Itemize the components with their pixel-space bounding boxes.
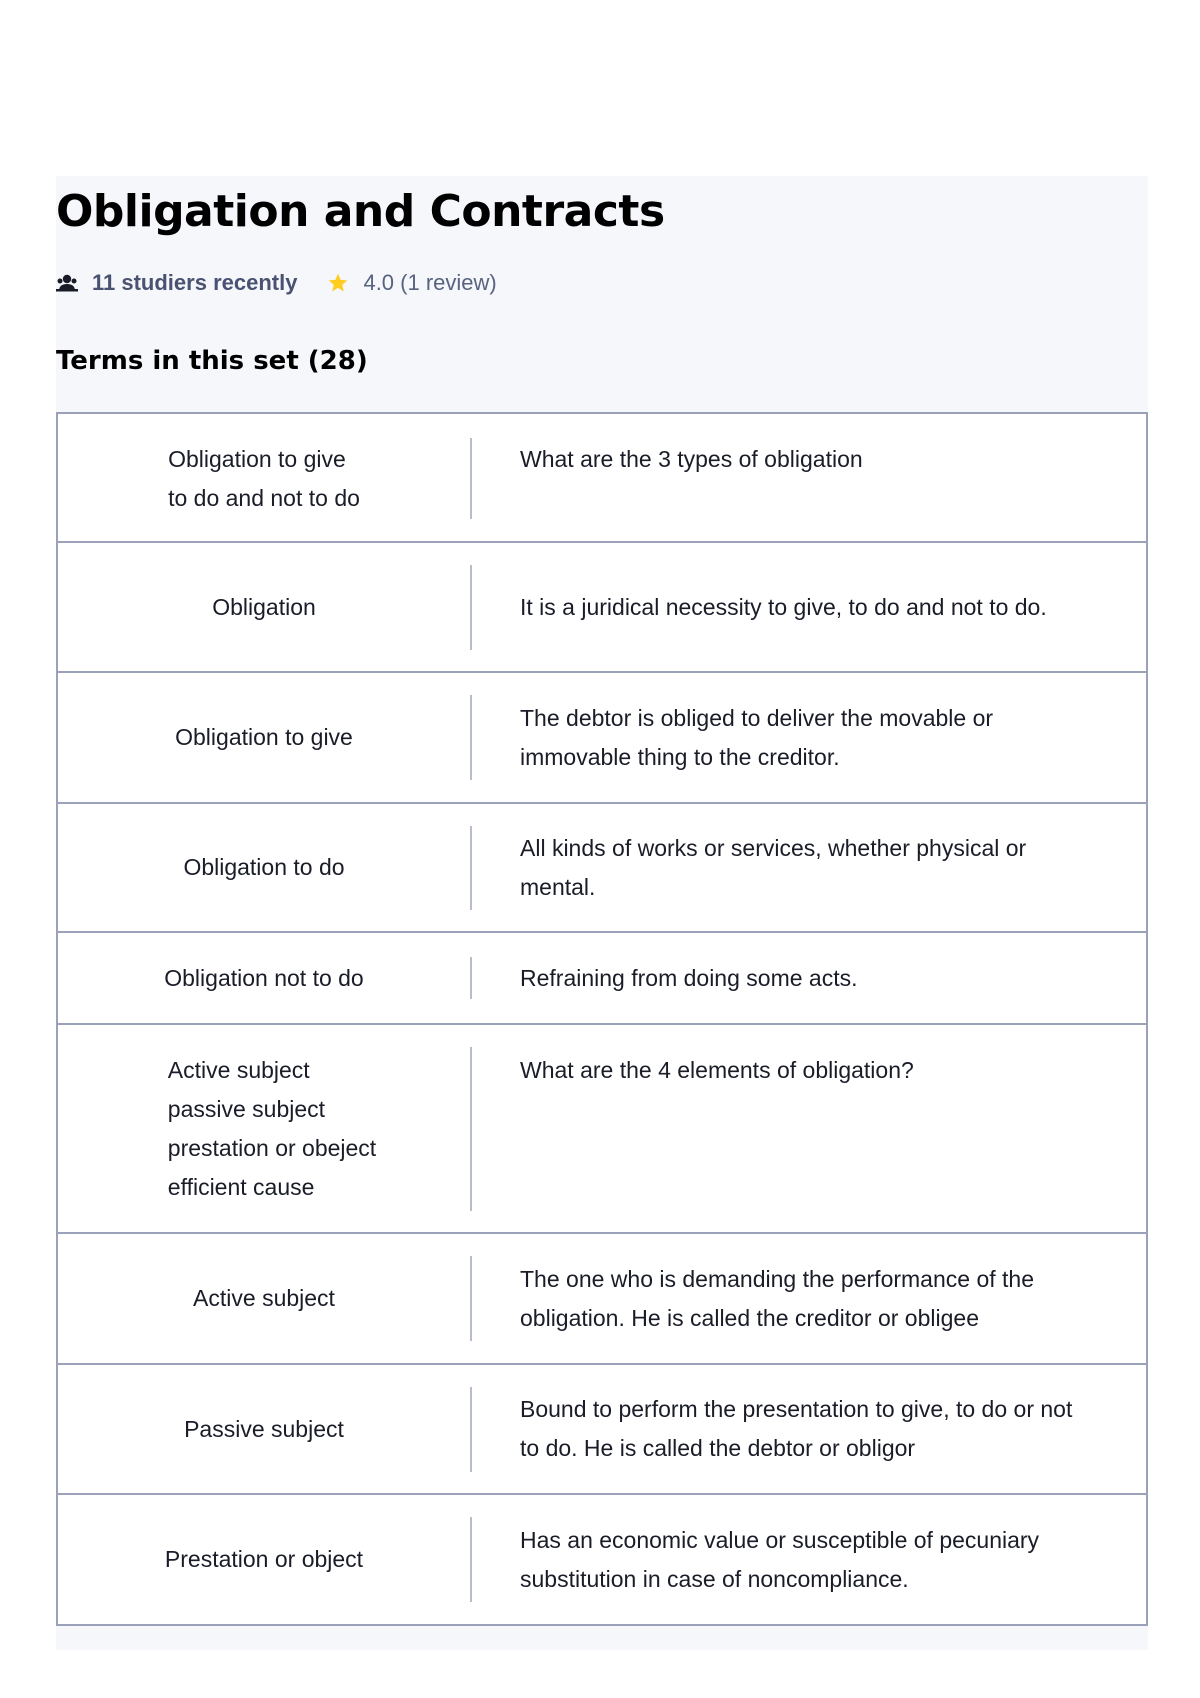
term-text: Passive subject <box>184 1415 344 1442</box>
term-cell <box>58 933 470 1023</box>
term-card <box>56 671 1148 804</box>
term-cell <box>58 673 470 802</box>
definition-text: Has an economic value or susceptible of pecuniary substitution in case of noncompliance. <box>520 1526 1040 1592</box>
term-text: Active subject passive subject prestation or obeject efficient cause <box>167 1056 377 1200</box>
term-cell <box>58 1495 470 1624</box>
term-card <box>56 1363 1148 1496</box>
rating-text[interactable]: 4.0 (1 review) <box>363 270 497 295</box>
term-text: Obligation <box>212 593 316 620</box>
terms-list <box>56 412 1148 1624</box>
term-card <box>56 931 1148 1025</box>
term-cell <box>58 1025 470 1233</box>
definition-text: What are the 4 elements of obligation? <box>520 1056 914 1083</box>
term-cell <box>58 804 470 932</box>
term-cell <box>58 1234 470 1363</box>
term-cell <box>58 543 470 672</box>
term-text: Prestation or object <box>164 1546 364 1572</box>
people-icon <box>56 273 78 293</box>
star-icon <box>327 272 349 294</box>
terms-heading: Terms in this set (28) <box>56 346 368 376</box>
term-card <box>56 541 1148 674</box>
term-card <box>56 1023 1148 1235</box>
definition-text: Refraining from doing some acts. <box>520 964 858 991</box>
term-text: Active subject <box>193 1285 335 1311</box>
definition-text: All kinds of works or services, whether physical or mental. <box>520 834 1027 900</box>
set-title: Obligation and Contracts <box>56 186 665 237</box>
term-text: Obligation to give to do and not to do <box>168 446 360 511</box>
study-set-panel <box>56 176 1148 1650</box>
term-card <box>56 1232 1148 1365</box>
set-meta <box>56 268 497 298</box>
definition-text: The debtor is obliged to deliver the movable or immovable thing to the creditor. <box>520 704 994 770</box>
term-cell <box>58 1365 470 1494</box>
term-card <box>56 802 1148 934</box>
definition-text: The one who is demanding the performance of the obligation. He is called the creditor or obligee <box>520 1265 1034 1331</box>
term-text: Obligation to give <box>175 724 353 750</box>
term-card <box>56 1493 1148 1626</box>
term-text: Obligation to do <box>183 854 345 880</box>
definition-text: Bound to perform the presentation to give, to do or not to do. He is called the debtor or obligor <box>520 1396 1073 1461</box>
term-text: Obligation not to do <box>164 964 364 991</box>
term-card <box>56 412 1148 543</box>
definition-text: It is a juridical necessity to give, to do and not to do. <box>520 593 1047 620</box>
studiers-count: 11 studiers recently <box>92 270 298 295</box>
term-cell <box>58 414 470 541</box>
definition-text: What are the 3 types of obligation <box>520 446 863 472</box>
